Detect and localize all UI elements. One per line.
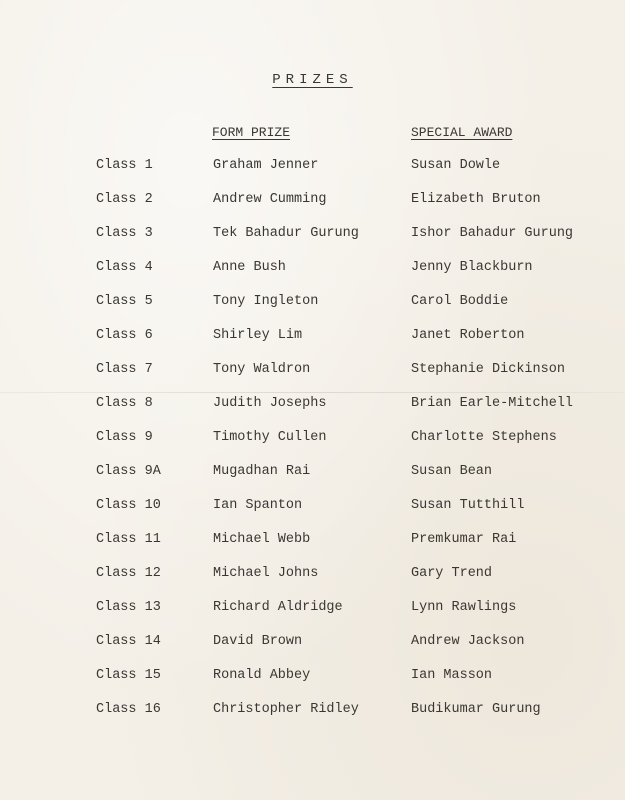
prize-row <box>0 668 625 702</box>
form-prize-winner: Ian Spanton <box>213 498 303 513</box>
special-award-winner: Lynn Rawlings <box>411 600 517 615</box>
form-prize-winner: David Brown <box>213 634 303 649</box>
class-label: Class 15 <box>96 668 161 683</box>
prize-row <box>0 566 625 600</box>
special-award-winner: Elizabeth Bruton <box>411 192 541 207</box>
special-award-winner: Susan Bean <box>411 464 493 479</box>
special-award-winner: Ishor Bahadur Gurung <box>411 226 574 241</box>
special-award-winner: Susan Tutthill <box>411 498 525 513</box>
form-prize-winner: Mugadhan Rai <box>213 464 311 479</box>
form-prize-winner: Andrew Cumming <box>213 192 327 207</box>
special-award-winner: Jenny Blackburn <box>411 260 533 275</box>
special-award-winner: Premkumar Rai <box>411 532 517 547</box>
prize-row <box>0 260 625 294</box>
prize-row <box>0 158 625 192</box>
form-prize-winner: Shirley Lim <box>213 328 303 343</box>
class-label: Class 3 <box>96 226 153 241</box>
form-prize-winner: Anne Bush <box>213 260 286 275</box>
form-prize-winner: Christopher Ridley <box>213 702 359 717</box>
class-label: Class 9 <box>96 430 153 445</box>
class-label: Class 10 <box>96 498 161 513</box>
prize-row <box>0 600 625 634</box>
prize-row <box>0 430 625 464</box>
class-label: Class 7 <box>96 362 153 377</box>
special-award-winner: Brian Earle-Mitchell <box>411 396 574 411</box>
special-award-winner: Carol Boddie <box>411 294 509 309</box>
prize-row <box>0 702 625 736</box>
form-prize-winner: Michael Webb <box>213 532 311 547</box>
prize-row <box>0 192 625 226</box>
prize-row <box>0 498 625 532</box>
page-title <box>0 72 625 88</box>
special-award-header: SPECIAL AWARD <box>411 125 513 140</box>
form-prize-winner: Richard Aldridge <box>213 600 343 615</box>
class-label: Class 13 <box>96 600 161 615</box>
class-label: Class 6 <box>96 328 153 343</box>
class-label: Class 1 <box>96 158 153 173</box>
special-award-winner: Susan Dowle <box>411 158 501 173</box>
class-label: Class 14 <box>96 634 161 649</box>
class-label: Class 11 <box>96 532 161 547</box>
class-label: Class 12 <box>96 566 161 581</box>
class-label: Class 2 <box>96 192 153 207</box>
prize-row <box>0 464 625 498</box>
class-label: Class 16 <box>96 702 161 717</box>
class-label: Class 5 <box>96 294 153 309</box>
form-prize-winner: Timothy Cullen <box>213 430 327 445</box>
class-label: Class 4 <box>96 260 153 275</box>
prize-row <box>0 226 625 260</box>
title-text: PRIZES <box>272 72 353 88</box>
form-prize-winner: Graham Jenner <box>213 158 319 173</box>
prize-row <box>0 362 625 396</box>
prize-row <box>0 328 625 362</box>
prize-row <box>0 396 625 430</box>
prize-list <box>0 158 625 736</box>
form-prize-header: FORM PRIZE <box>212 125 291 140</box>
special-award-winner: Gary Trend <box>411 566 493 581</box>
form-prize-winner: Judith Josephs <box>213 396 327 411</box>
special-award-winner: Budikumar Gurung <box>411 702 541 717</box>
prize-row <box>0 634 625 668</box>
form-prize-winner: Tek Bahadur Gurung <box>213 226 359 241</box>
form-prize-winner: Tony Waldron <box>213 362 311 377</box>
special-award-winner: Andrew Jackson <box>411 634 525 649</box>
form-prize-winner: Michael Johns <box>213 566 319 581</box>
class-label: Class 9A <box>96 464 161 479</box>
special-award-winner: Charlotte Stephens <box>411 430 557 445</box>
class-label: Class 8 <box>96 396 153 411</box>
form-prize-winner: Ronald Abbey <box>213 668 311 683</box>
form-prize-winner: Tony Ingleton <box>213 294 319 309</box>
special-award-winner: Janet Roberton <box>411 328 525 343</box>
special-award-winner: Stephanie Dickinson <box>411 362 565 377</box>
special-award-winner: Ian Masson <box>411 668 493 683</box>
prize-row <box>0 294 625 328</box>
prize-row <box>0 532 625 566</box>
